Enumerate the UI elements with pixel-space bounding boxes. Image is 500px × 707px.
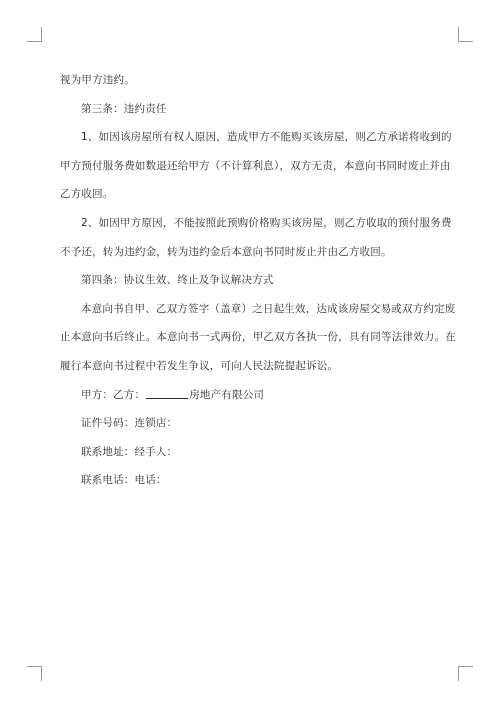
crop-mark-top-left: [27, 27, 42, 42]
document-body: [60, 66, 456, 495]
paragraph-line: 不予还，转为违约金，转为违约金后本意向书同时废止并由乙方收回。: [60, 245, 392, 258]
article-3-heading: 第三条：违约责任: [81, 102, 167, 115]
paragraph-line: 2、如因甲方原因，不能按照此预购价格购买该房屋，则乙方收取的预付服务费: [81, 216, 452, 229]
paragraph-line: 履行本意向书过程中若发生争议，可向人民法院提起诉讼。: [60, 359, 339, 372]
crop-mark-top-right: [458, 27, 473, 42]
phone-line: 联系电话：电话：: [81, 474, 167, 487]
paragraph-line: 视为甲方违约。: [60, 74, 135, 86]
article-4-heading: 第四条：协议生效、终止及争议解决方式: [81, 274, 274, 287]
company-suffix: 房地产有限公司: [189, 388, 265, 401]
address-line: 联系地址：经手人：: [81, 445, 178, 458]
paragraph-line: 1、如因该房屋所有权人原因，造成甲方不能购买该房屋，则乙方承诺将收到的: [81, 131, 452, 144]
paragraph-line: 止本意向书后终止。本意向书一式两份，甲乙双方各执一份，具有同等法律效力。在: [60, 331, 456, 344]
crop-mark-bottom-right: [458, 666, 473, 681]
paragraph-line: 甲方预付服务费如数退还给甲方（不计算利息），双方无责，本意向书同时废止并由: [60, 159, 451, 172]
company-name-blank: [146, 387, 188, 399]
id-number-line: 证件号码：连锁店：: [81, 417, 178, 430]
paragraph-line: 本意向书自甲、乙双方签字（盖章）之日起生效，达成该房屋交易或双方约定废: [81, 302, 456, 315]
crop-mark-bottom-left: [27, 666, 42, 681]
party-signature-line: [60, 381, 446, 410]
party-label: 甲方：乙方：: [81, 388, 146, 401]
paragraph-line: 乙方收回。: [60, 188, 114, 201]
